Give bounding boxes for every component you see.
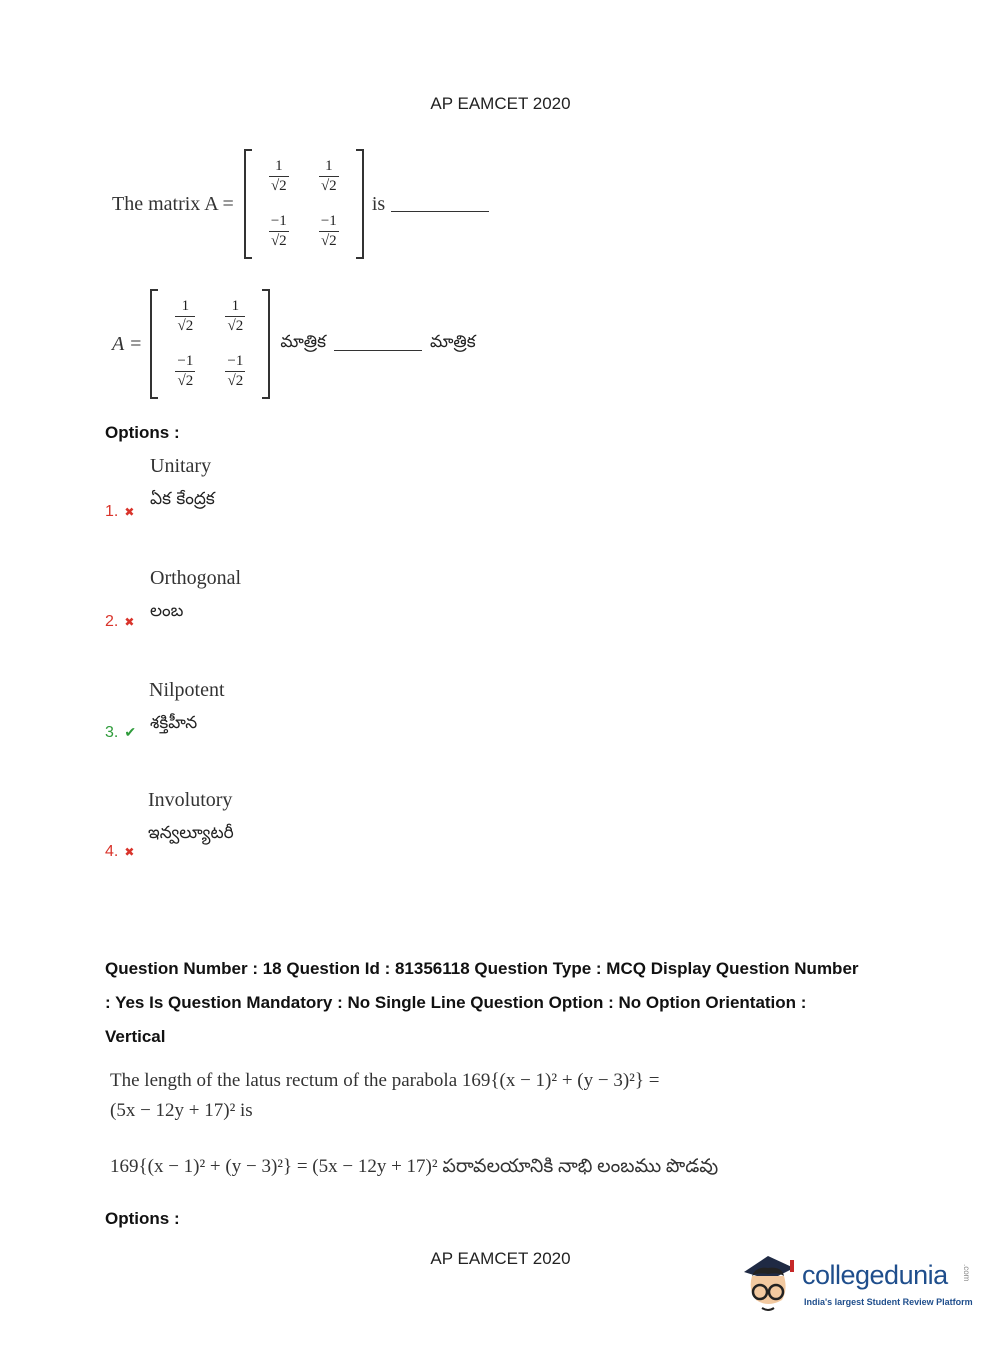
option-number: 1. [105,503,119,520]
meta-line: : Yes Is Question Mandatory : No Single Line Question Option : No Option Orientation : [105,993,807,1012]
brand-domain: .com [962,1264,971,1282]
cross-icon: ✖ [124,505,135,519]
option-3-marker [105,724,136,742]
question-prefix: The matrix A = [112,192,234,215]
answer-blank [334,350,422,351]
option-2-telugu: లంబ [150,601,184,621]
question-18-telugu: 169{(x − 1)² + (y − 3)²} = (5x − 12y + 17)² పరావలయానికి నాభి లంబము పొడవు [110,1156,719,1177]
option-1-english: Unitary [150,455,212,477]
option-1-marker [105,503,134,521]
question-suffix: is [371,192,386,215]
matrix-cell: $\frac{-1}{√2}$ [177,353,194,389]
options-label: Options : [105,1209,180,1228]
question-prefix: A = [112,332,143,355]
options-label: Options : [105,423,180,442]
collegedunia-logo [738,1250,978,1320]
question-line: (5x − 12y + 17)² is [110,1100,253,1121]
page-header: AP EAMCET 2020 [430,94,571,113]
question-17-english [112,148,489,260]
option-4-marker [105,843,134,861]
matrix-cell: $\frac{1}{√2}$ [227,298,244,334]
option-number: 4. [105,843,119,860]
question-18-english [110,1066,659,1126]
matrix-a [244,149,364,259]
telugu-text: మాత్రిక [280,332,326,352]
matrix-cell: $\frac{1}{√2}$ [177,298,194,334]
option-3-telugu: శక్తిహీన [150,713,198,733]
option-1-telugu: ఏక కేంద్రక [150,489,215,509]
option-3-english: Nilpotent [149,679,225,701]
option-4-english: Involutory [148,789,233,811]
meta-line: Question Number : 18 Question Id : 81356118 Question Type : MCQ Display Question Number [105,959,859,978]
option-number: 3. [105,724,119,741]
matrix-cell: $\frac{-1}{√2}$ [320,213,337,249]
cross-icon: ✖ [124,845,135,859]
option-number: 2. [105,613,119,630]
matrix-cell: $\frac{-1}{√2}$ [270,213,287,249]
matrix-cell: $\frac{-1}{√2}$ [227,353,244,389]
cross-icon: ✖ [124,615,135,629]
matrix-a [150,289,270,399]
question-17-telugu [112,288,476,400]
meta-line: Vertical [105,1027,166,1046]
question-line: The length of the latus rectum of the parabola 169{(x − 1)² + (y − 3)²} = [110,1070,660,1091]
option-4-telugu: ఇన్వల్యూటరీ [148,823,234,843]
question-18-meta [105,952,915,1054]
option-2-english: Orthogonal [150,567,242,589]
mascot-icon [738,1250,800,1318]
telugu-text: మాత్రిక [429,332,476,352]
check-icon: ✔ [124,724,137,740]
option-2-marker [105,613,134,631]
answer-blank [391,211,489,212]
brand-name: collegedunia [802,1260,948,1290]
matrix-cell: $\frac{1}{√2}$ [270,158,287,194]
page-footer: AP EAMCET 2020 [430,1249,571,1268]
brand-tagline: India's largest Student Review Platform [804,1297,973,1307]
matrix-cell: $\frac{1}{√2}$ [320,158,337,194]
